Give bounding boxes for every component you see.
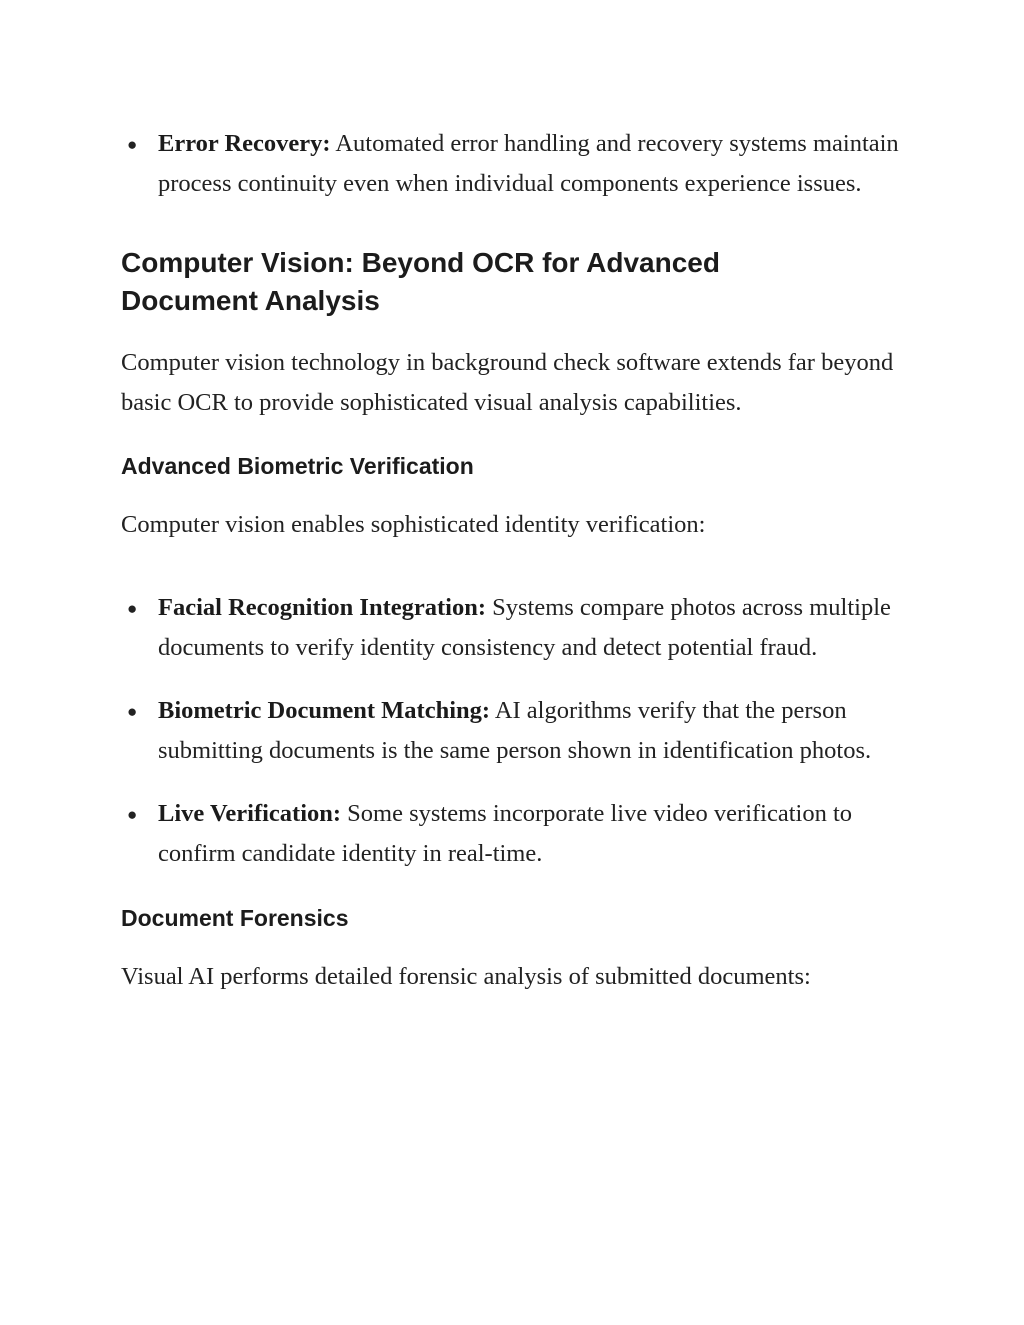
list-item [121, 124, 911, 204]
forensics-intro: Visual AI performs detailed forensic analysis of submitted documents: [121, 963, 811, 990]
biometric-intro: Computer vision enables sophisticated identity verification: [121, 511, 706, 538]
list-item [121, 794, 911, 874]
list-item-term: Live Verification: [158, 800, 342, 827]
bullet-list-top [121, 124, 911, 204]
document-page [121, 124, 911, 997]
list-item-text: Automated error handling and recovery systems maintain process continuity even when individual components experience issues. [158, 130, 899, 197]
list-item-text: Some systems incorporate live video verification to confirm candidate identity in real-time. [158, 800, 853, 867]
section-heading: Computer Vision: Beyond OCR for Advanced Document Analysis [121, 247, 720, 316]
bullet-icon: ● [127, 135, 138, 154]
bullet-icon: ● [127, 702, 138, 721]
subheading-biometric: Advanced Biometric Verification [121, 453, 474, 479]
subheading-forensics: Document Forensics [121, 905, 349, 931]
list-item-text: AI algorithms verify that the person submitting documents is the same person shown in identification photos. [158, 697, 872, 764]
list-item-term: Biometric Document Matching: [158, 697, 491, 724]
list-item [121, 588, 911, 668]
section-intro: Computer vision technology in background check software extends far beyond basic OCR to provide sophisticated visual analysis capabilities. [121, 349, 894, 416]
list-item [121, 691, 911, 771]
bullet-icon: ● [127, 599, 138, 618]
bullet-list-biometric [121, 588, 911, 874]
list-item-text: Systems compare photos across multiple documents to verify identity consistency and detect potential fraud. [158, 594, 891, 661]
bullet-icon: ● [127, 805, 138, 824]
list-item-term: Facial Recognition Integration: [158, 594, 486, 621]
list-item-term: Error Recovery: [158, 130, 331, 157]
